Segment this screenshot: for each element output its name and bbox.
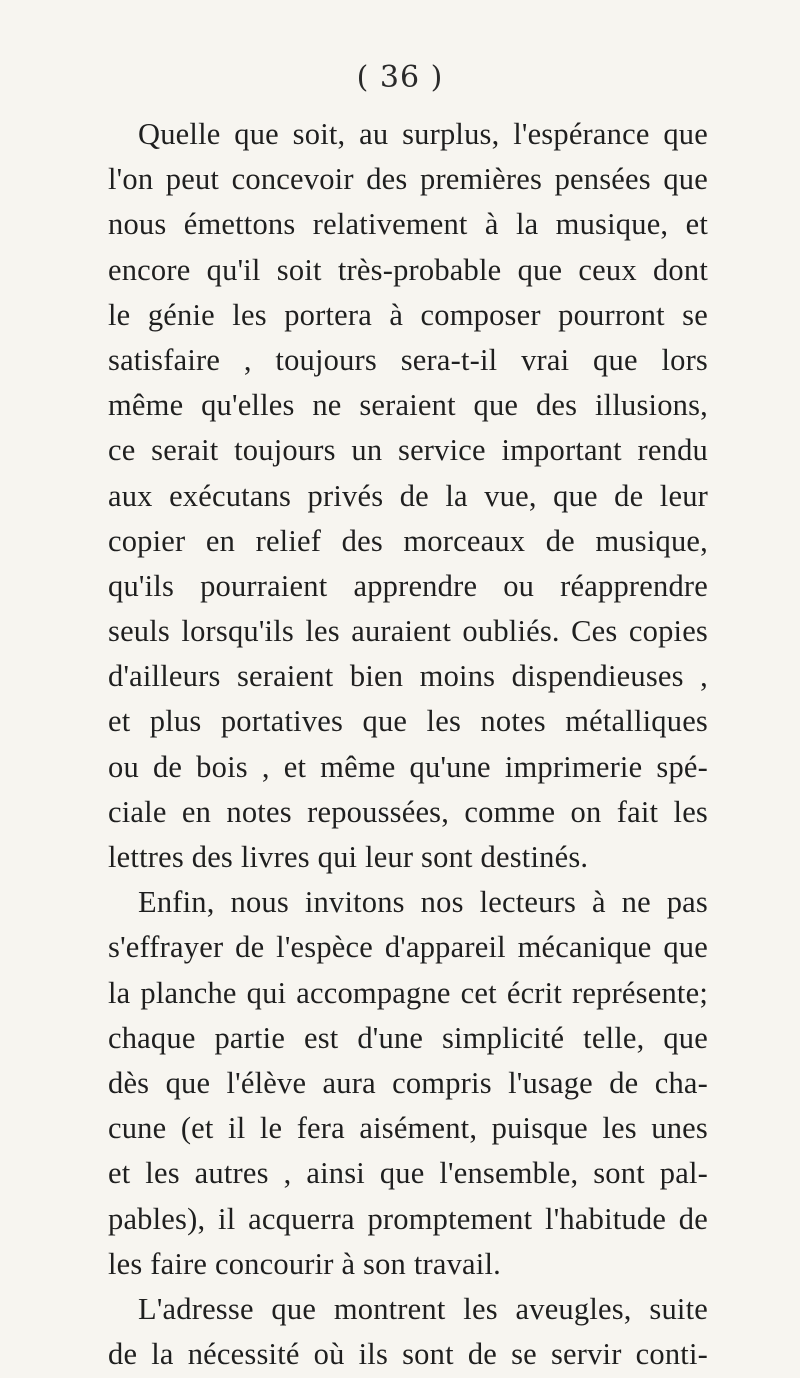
text-line: ciale en notes repoussées, comme on fait les xyxy=(108,794,708,829)
text-line: copier en relief des morceaux de musique, xyxy=(108,523,708,558)
text-line: Enfin, nous invitons nos lecteurs à ne pas xyxy=(138,885,708,920)
text-line: encore qu'il soit très-probable que ceux dont xyxy=(108,252,708,287)
text-line: Quelle que soit, au surplus, l'espérance que xyxy=(138,117,708,151)
text-line: aux exécutans privés de la vue, que de leur xyxy=(108,478,708,513)
text-line: ou de bois , et même qu'une imprimerie spé- xyxy=(108,749,708,784)
text-line: la planche qui accompagne cet écrit représente; xyxy=(108,975,708,1010)
text-line: d'ailleurs seraient bien moins dispendieuses , xyxy=(108,659,708,694)
text-line: s'effrayer de l'espèce d'appareil mécanique que xyxy=(108,930,708,965)
text-line: ce serait toujours un service important rendu xyxy=(108,433,708,468)
text-line: de la nécessité où ils sont de se servir conti- xyxy=(108,1337,708,1372)
text-line: cune (et il le fera aisément, puisque les unes xyxy=(108,1111,708,1146)
page-number: ( 36 ) xyxy=(356,60,444,95)
text-line: et les autres , ainsi que l'ensemble, sont pal- xyxy=(108,1156,708,1191)
text-line: nous émettons relativement à la musique, et xyxy=(108,207,708,242)
text-line: L'adresse que montrent les aveugles, suite xyxy=(138,1291,708,1326)
text-line: seuls lorsqu'ils les auraient oubliés. Ces copies xyxy=(108,614,708,649)
text-line: les faire concourir à son travail. xyxy=(108,1246,501,1281)
text-line: même qu'elles ne seraient que des illusions, xyxy=(108,388,708,423)
text-line: qu'ils pourraient apprendre ou réapprendre xyxy=(108,568,708,603)
text-line: satisfaire , toujours sera-t-il vrai que lors xyxy=(108,342,708,377)
text-line: chaque partie est d'une simplicité telle, que xyxy=(108,1020,708,1055)
text-line: et plus portatives que les notes métalliques xyxy=(108,704,708,739)
text-line: dès que l'élève aura compris l'usage de cha- xyxy=(108,1065,708,1100)
text-line: pables), il acquerra promptement l'habitude de xyxy=(108,1201,708,1236)
text-line: le génie les portera à composer pourront se xyxy=(108,297,708,332)
text-line: lettres des livres qui leur sont destinés. xyxy=(108,840,589,874)
text-line: l'on peut concevoir des premières pensées que xyxy=(108,162,708,197)
body-text xyxy=(108,112,708,1377)
